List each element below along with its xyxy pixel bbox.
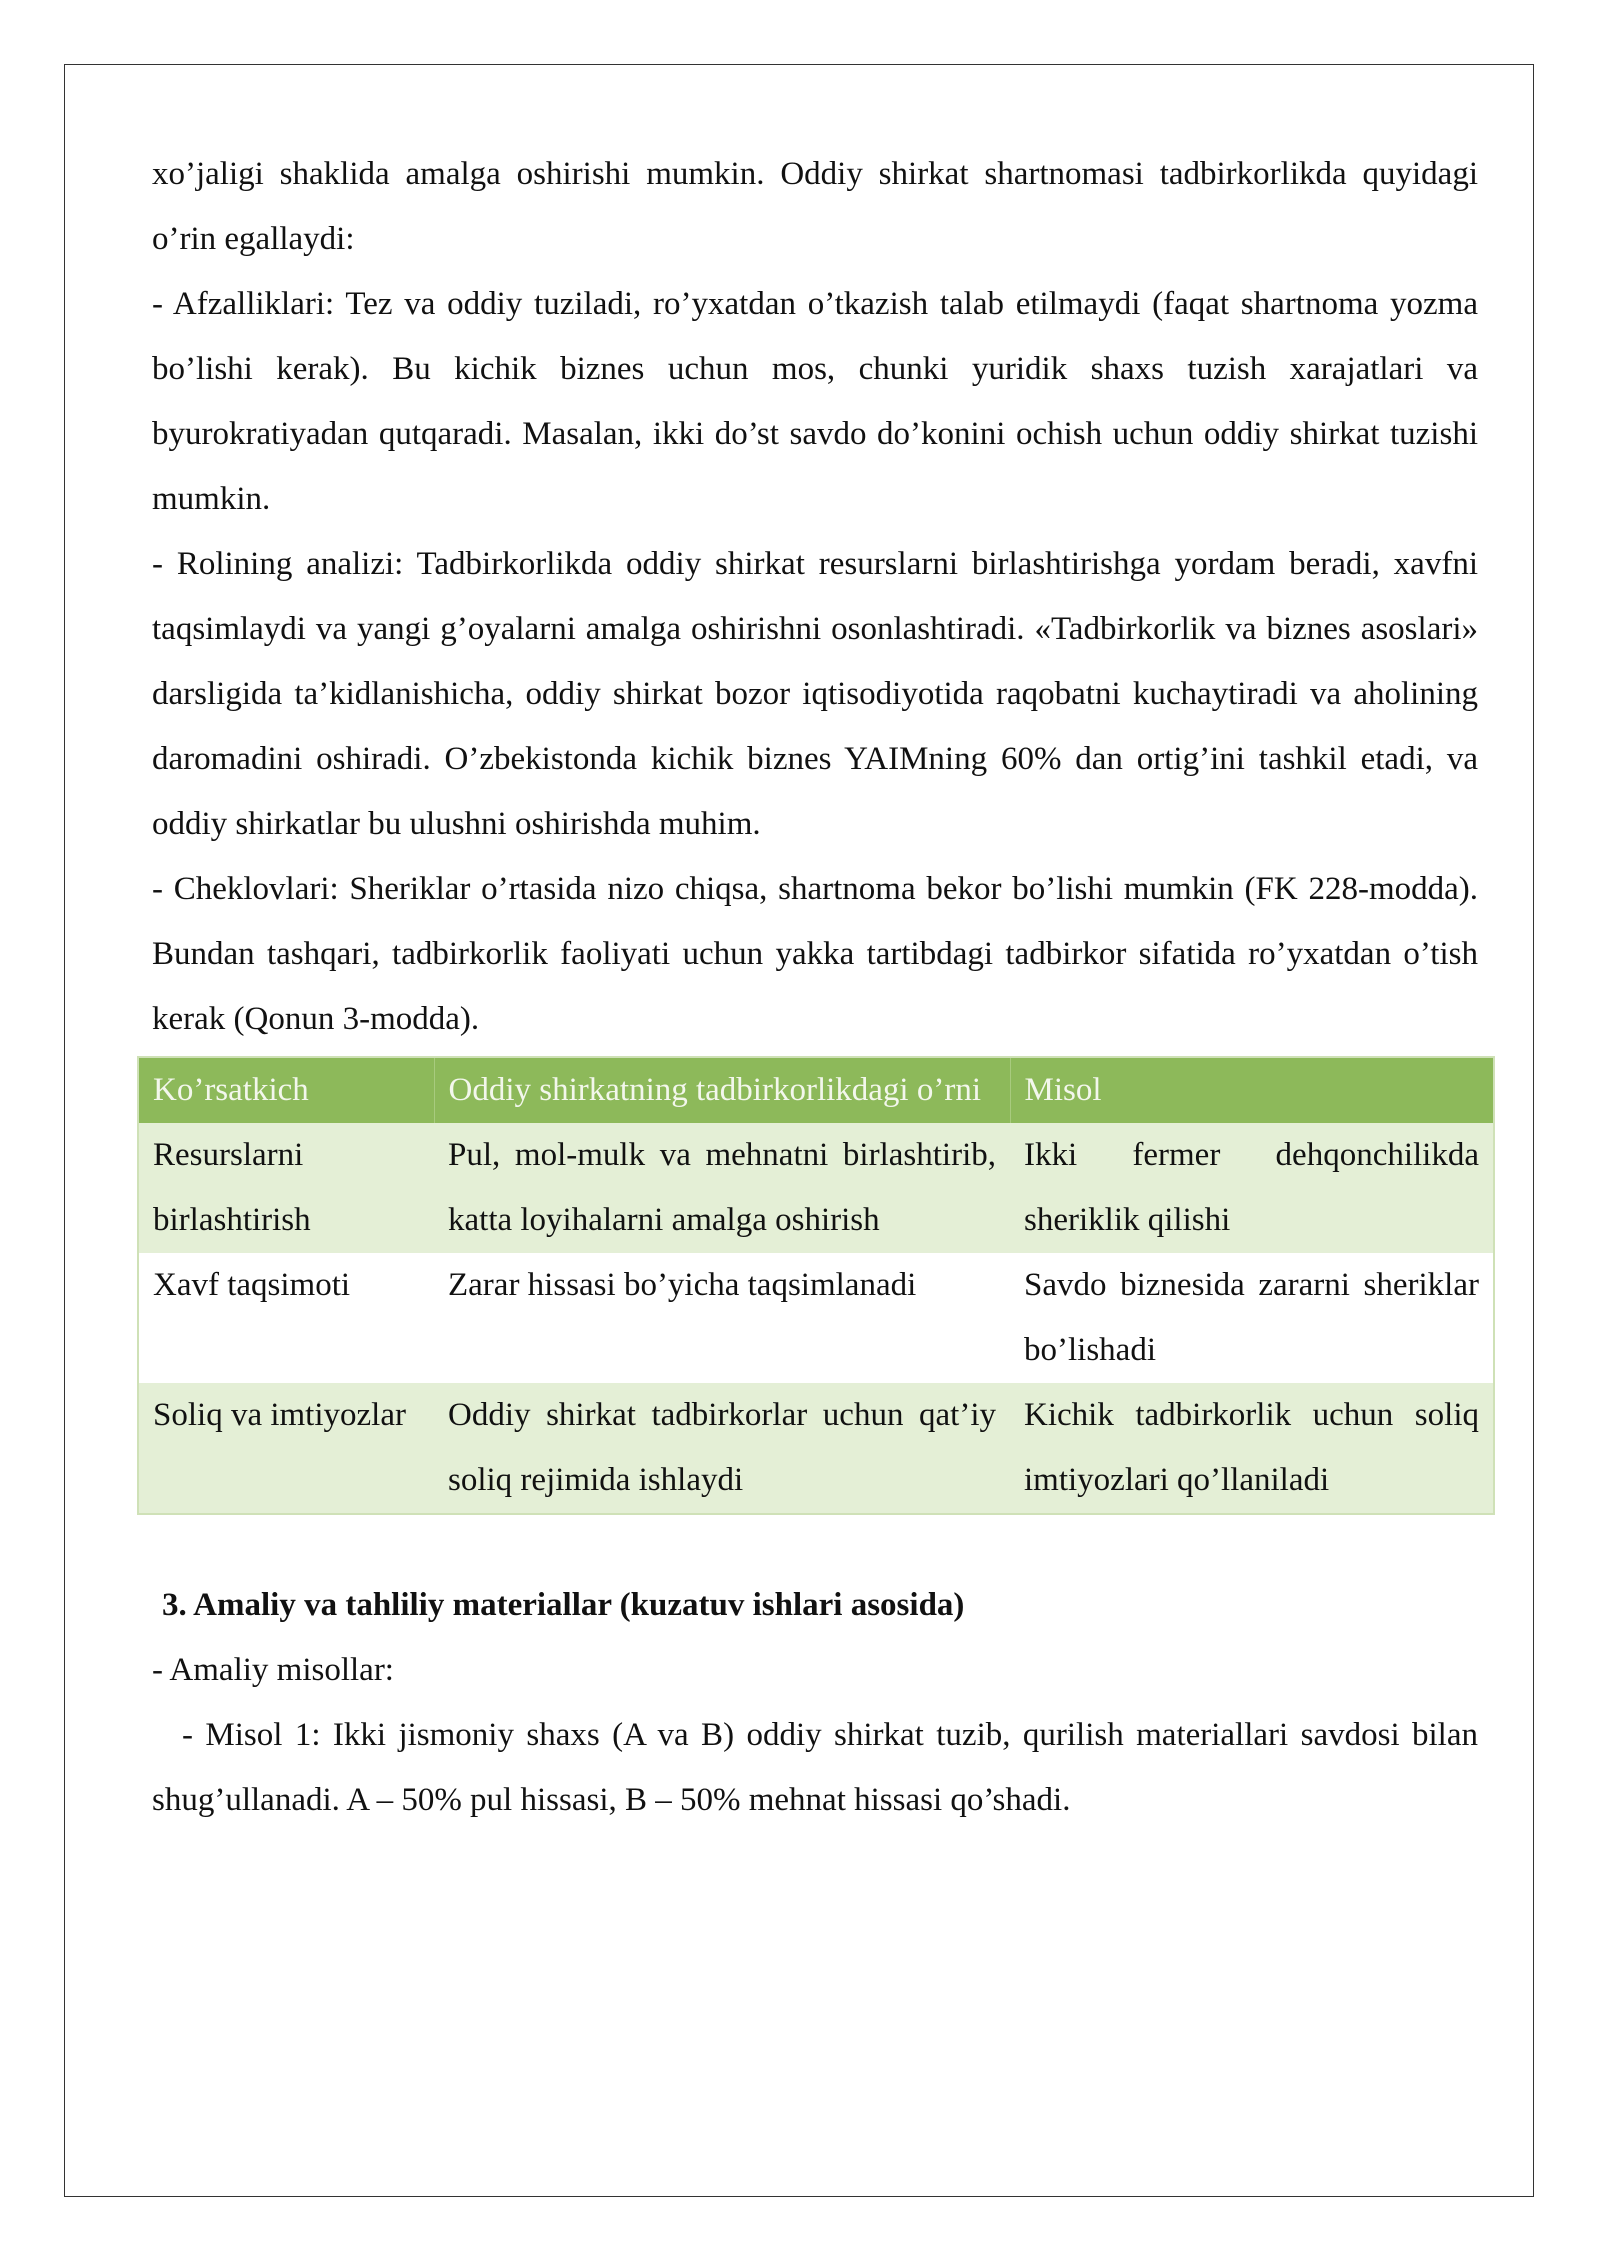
document-body — [152, 142, 1478, 1833]
table-row-header: Soliq va imtiyozlar — [153, 1397, 406, 1433]
paragraph: - Cheklovlari: Sheriklar o’rtasida nizo chiqsa, shartnoma bekor bo’lishi mumkin (FK 228-modda). Bundan tashqari, tadbirkorlik faoliyati uchun yakka tartibdagi tadbirkor sifatida ro’yxatdan o’tish kerak (Qonun 3-modda). — [152, 871, 1478, 1037]
paragraph: - Afzalliklari: Tez va oddiy tuziladi, ro’yxatdan o’tkazish talab etilmaydi (faqat shartnoma yozma bo’lishi kerak). Bu kichik biznes uchun mos, chunki yuridik shaxs tuzish xarajatlari va byurokratiyadan qutqaradi. Masalan, ikki do’st savdo do’konini ochish uchun oddiy shirkat tuzishi mumkin. — [152, 286, 1478, 517]
table-row — [138, 1253, 1494, 1383]
paragraph: xo’jaligi shaklida amalga oshirishi mumkin. Oddiy shirkat shartnomasi tadbirkorlikda quyidagi o’rin egallaydi: — [152, 156, 1478, 257]
table-cell: Ikki fermer dehqonchilikda sheriklik qilishi — [1024, 1137, 1479, 1238]
section-heading: 3. Amaliy va tahliliy materiallar (kuzatuv ishlari asosida) — [162, 1587, 965, 1623]
paragraph: - Rolining analizi: Tadbirkorlikda oddiy shirkat resurslarni birlashtirishga yordam beradi, xavfni taqsimlaydi va yangi g’oyalarni amalga oshirishni osonlashtiradi. «Tadbirkorlik va biznes asoslari» darsligida ta’kidlanishicha, oddiy shirkat bozor iqtisodiyotida raqobatni kuchaytiradi va aholining daromadini oshiradi. O’zbekistonda kichik biznes YAIMning 60% dan ortig’ini tashkil etadi, va oddiy shirkatlar bu ulushni oshirishda muhim. — [152, 546, 1478, 842]
table-cell: Savdo biznesida zararni sheriklar bo’lishadi — [1024, 1267, 1479, 1368]
table-row — [138, 1383, 1494, 1514]
table-cell: Pul, mol-mulk va mehnatni birlashtirib, katta loyihalarni amalga oshirish — [448, 1137, 996, 1238]
table-header-cell: Ko’rsatkich — [153, 1072, 309, 1108]
table-header-cell: Oddiy shirkatning tadbirkorlikdagi o’rni — [434, 1057, 1010, 1123]
paragraph: - Misol 1: Ikki jismoniy shaxs (A va B) oddiy shirkat tuzib, qurilish materiallari savdosi bilan shug’ullanadi. A – 50% pul hissasi, B – 50% mehnat hissasi qo’shadi. — [152, 1717, 1478, 1818]
comparison-table — [137, 1056, 1495, 1515]
table-row-header: Xavf taqsimoti — [153, 1267, 351, 1303]
table-cell: Kichik tadbirkorlik uchun soliq imtiyozlari qo’llaniladi — [1024, 1397, 1479, 1498]
table-row-header: Resurslarni birlashtirish — [153, 1137, 311, 1238]
table-cell: Oddiy shirkat tadbirkorlar uchun qat’iy soliq rejimida ishlaydi — [448, 1397, 996, 1498]
table-cell: Zarar hissasi bo’yicha taqsimlanadi — [448, 1267, 917, 1303]
paragraph: - Amaliy misollar: — [152, 1652, 394, 1688]
table-row — [138, 1123, 1494, 1253]
table-header-cell: Misol — [1010, 1057, 1494, 1123]
table-header-row — [138, 1057, 1494, 1123]
